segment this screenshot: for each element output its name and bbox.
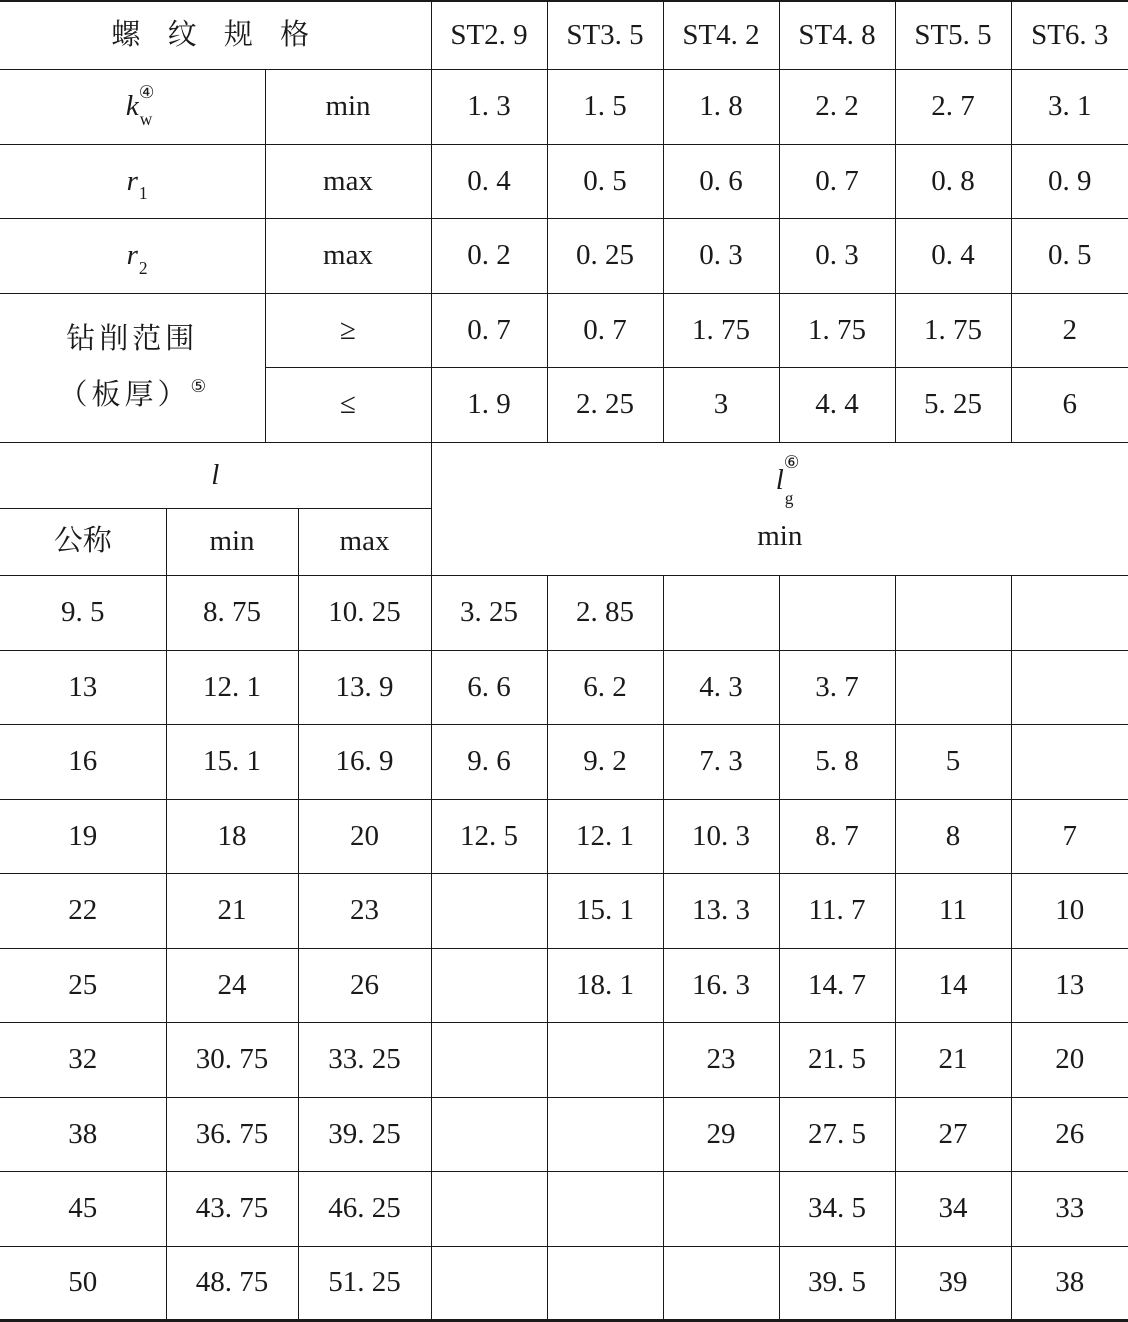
drill-value: 1. 9 bbox=[431, 367, 547, 442]
drill-range-label: 钻削范围 （板厚）⑤ bbox=[0, 293, 265, 442]
param-value: 0. 9 bbox=[1011, 144, 1128, 218]
param-symbol bbox=[0, 69, 265, 144]
param-row-r2 bbox=[0, 218, 1128, 293]
param-value: 3. 1 bbox=[1011, 69, 1128, 144]
lg-cell: 27. 5 bbox=[779, 1097, 895, 1171]
max-cell: 16. 9 bbox=[298, 724, 431, 799]
nominal-cell: 32 bbox=[0, 1022, 166, 1097]
lg-cell bbox=[1011, 724, 1128, 799]
drill-value: 3 bbox=[663, 367, 779, 442]
lg-cell: 34. 5 bbox=[779, 1171, 895, 1246]
param-symbol bbox=[0, 144, 265, 218]
param-value: 0. 6 bbox=[663, 144, 779, 218]
param-value: 0. 2 bbox=[431, 218, 547, 293]
param-limit: min bbox=[265, 69, 431, 144]
drill-row-min bbox=[0, 293, 1128, 367]
min-cell: 21 bbox=[166, 873, 298, 948]
lg-cell: 13. 3 bbox=[663, 873, 779, 948]
lg-cell: 39. 5 bbox=[779, 1246, 895, 1320]
table-row bbox=[0, 799, 1128, 873]
drill-value: 6 bbox=[1011, 367, 1128, 442]
lg-cell: 9. 6 bbox=[431, 724, 547, 799]
min-cell: 8. 75 bbox=[166, 575, 298, 650]
param-value: 0. 4 bbox=[431, 144, 547, 218]
nominal-cell: 16 bbox=[0, 724, 166, 799]
param-limit: max bbox=[265, 144, 431, 218]
lg-cell bbox=[547, 1171, 663, 1246]
lg-cell: 23 bbox=[663, 1022, 779, 1097]
lg-cell: 5 bbox=[895, 724, 1011, 799]
drill-value: 1. 75 bbox=[895, 293, 1011, 367]
drill-value: 2 bbox=[1011, 293, 1128, 367]
min-cell: 12. 1 bbox=[166, 650, 298, 724]
lg-cell bbox=[779, 575, 895, 650]
lg-cell: 34 bbox=[895, 1171, 1011, 1246]
thread-size-label: 螺 纹 规 格 bbox=[0, 1, 431, 69]
nominal-cell: 25 bbox=[0, 948, 166, 1022]
table-row bbox=[0, 1022, 1128, 1097]
drill-op: ≥ bbox=[265, 293, 431, 367]
param-value: 0. 5 bbox=[1011, 218, 1128, 293]
lg-cell: 9. 2 bbox=[547, 724, 663, 799]
lg-cell bbox=[431, 873, 547, 948]
drill-value: 0. 7 bbox=[547, 293, 663, 367]
max-cell: 20 bbox=[298, 799, 431, 873]
nominal-cell: 9. 5 bbox=[0, 575, 166, 650]
param-value: 0. 8 bbox=[895, 144, 1011, 218]
lg-cell: 14 bbox=[895, 948, 1011, 1022]
param-value: 2. 7 bbox=[895, 69, 1011, 144]
param-value: 0. 4 bbox=[895, 218, 1011, 293]
lg-cell: 8 bbox=[895, 799, 1011, 873]
param-limit: max bbox=[265, 218, 431, 293]
nominal-cell: 38 bbox=[0, 1097, 166, 1171]
lg-cell: 8. 7 bbox=[779, 799, 895, 873]
lg-cell: 7. 3 bbox=[663, 724, 779, 799]
lg-cell: 26 bbox=[1011, 1097, 1128, 1171]
lg-cell bbox=[895, 575, 1011, 650]
nominal-cell: 45 bbox=[0, 1171, 166, 1246]
lg-cell: 4. 3 bbox=[663, 650, 779, 724]
nominal-cell: 50 bbox=[0, 1246, 166, 1320]
min-cell: 18 bbox=[166, 799, 298, 873]
lg-cell bbox=[431, 1022, 547, 1097]
max-cell: 51. 25 bbox=[298, 1246, 431, 1320]
drill-value: 2. 25 bbox=[547, 367, 663, 442]
r2-symbol: r 2 bbox=[126, 239, 148, 278]
lg-cell bbox=[663, 1171, 779, 1246]
nominal-cell: 13 bbox=[0, 650, 166, 724]
lg-cell: 7 bbox=[1011, 799, 1128, 873]
lg-cell bbox=[431, 1097, 547, 1171]
param-symbol bbox=[0, 218, 265, 293]
lg-cell bbox=[431, 948, 547, 1022]
lg-cell bbox=[547, 1022, 663, 1097]
param-row-kw bbox=[0, 69, 1128, 144]
kw-symbol: k ④ w bbox=[125, 82, 155, 129]
lg-symbol: l ⑥ g bbox=[775, 451, 800, 508]
size-header: ST5. 5 bbox=[895, 1, 1011, 69]
table-row bbox=[0, 948, 1128, 1022]
nominal-cell: 19 bbox=[0, 799, 166, 873]
lg-cell: 13 bbox=[1011, 948, 1128, 1022]
r1-symbol: r 1 bbox=[126, 164, 148, 204]
lg-cell: 38 bbox=[1011, 1246, 1128, 1320]
param-row-r1 bbox=[0, 144, 1128, 218]
table-row bbox=[0, 1171, 1128, 1246]
size-header: ST3. 5 bbox=[547, 1, 663, 69]
lg-cell: 11 bbox=[895, 873, 1011, 948]
min-cell: 36. 75 bbox=[166, 1097, 298, 1171]
max-cell: 23 bbox=[298, 873, 431, 948]
drill-value: 0. 7 bbox=[431, 293, 547, 367]
lg-cell: 6. 2 bbox=[547, 650, 663, 724]
lg-cell: 27 bbox=[895, 1097, 1011, 1171]
drill-value: 4. 4 bbox=[779, 367, 895, 442]
table-row bbox=[0, 1246, 1128, 1320]
lg-cell: 12. 5 bbox=[431, 799, 547, 873]
lg-cell: 6. 6 bbox=[431, 650, 547, 724]
lg-cell bbox=[663, 575, 779, 650]
lg-cell bbox=[547, 1246, 663, 1320]
drill-value: 5. 25 bbox=[895, 367, 1011, 442]
lg-limit: min bbox=[757, 519, 803, 552]
param-value: 0. 3 bbox=[779, 218, 895, 293]
min-cell: 30. 75 bbox=[166, 1022, 298, 1097]
table-row bbox=[0, 724, 1128, 799]
lg-cell bbox=[663, 1246, 779, 1320]
lg-cell: 10. 3 bbox=[663, 799, 779, 873]
table-row bbox=[0, 650, 1128, 724]
lg-cell bbox=[547, 1097, 663, 1171]
min-cell: 48. 75 bbox=[166, 1246, 298, 1320]
param-value: 0. 25 bbox=[547, 218, 663, 293]
lg-cell: 2. 85 bbox=[547, 575, 663, 650]
param-value: 1. 5 bbox=[547, 69, 663, 144]
nominal-cell: 22 bbox=[0, 873, 166, 948]
lg-cell: 3. 25 bbox=[431, 575, 547, 650]
table-row bbox=[0, 1097, 1128, 1171]
lg-cell: 21. 5 bbox=[779, 1022, 895, 1097]
lg-cell: 10 bbox=[1011, 873, 1128, 948]
table-row bbox=[0, 575, 1128, 650]
size-header: ST4. 2 bbox=[663, 1, 779, 69]
param-value: 1. 8 bbox=[663, 69, 779, 144]
lg-cell: 20 bbox=[1011, 1022, 1128, 1097]
lg-cell: 33 bbox=[1011, 1171, 1128, 1246]
l-header: l bbox=[0, 442, 431, 508]
lg-cell: 16. 3 bbox=[663, 948, 779, 1022]
max-cell: 33. 25 bbox=[298, 1022, 431, 1097]
max-cell: 13. 9 bbox=[298, 650, 431, 724]
lg-cell: 15. 1 bbox=[547, 873, 663, 948]
lg-cell: 18. 1 bbox=[547, 948, 663, 1022]
lg-cell bbox=[431, 1246, 547, 1320]
lg-cell: 5. 8 bbox=[779, 724, 895, 799]
max-cell: 10. 25 bbox=[298, 575, 431, 650]
lg-cell: 12. 1 bbox=[547, 799, 663, 873]
min-cell: 24 bbox=[166, 948, 298, 1022]
max-cell: 46. 25 bbox=[298, 1171, 431, 1246]
size-header: ST6. 3 bbox=[1011, 1, 1128, 69]
param-value: 0. 3 bbox=[663, 218, 779, 293]
lg-cell: 29 bbox=[663, 1097, 779, 1171]
param-value: 2. 2 bbox=[779, 69, 895, 144]
thread-size-row bbox=[0, 1, 1128, 69]
min-cell: 15. 1 bbox=[166, 724, 298, 799]
lg-cell bbox=[1011, 650, 1128, 724]
size-header: ST2. 9 bbox=[431, 1, 547, 69]
min-cell: 43. 75 bbox=[166, 1171, 298, 1246]
max-header: max bbox=[298, 508, 431, 575]
length-header-row bbox=[0, 442, 1128, 508]
lg-header bbox=[431, 442, 1128, 575]
lg-cell: 21 bbox=[895, 1022, 1011, 1097]
param-value: 1. 3 bbox=[431, 69, 547, 144]
param-value: 0. 7 bbox=[779, 144, 895, 218]
lg-cell bbox=[1011, 575, 1128, 650]
drill-value: 1. 75 bbox=[779, 293, 895, 367]
table-row bbox=[0, 873, 1128, 948]
min-header: min bbox=[166, 508, 298, 575]
param-value: 0. 5 bbox=[547, 144, 663, 218]
lg-cell: 14. 7 bbox=[779, 948, 895, 1022]
size-header: ST4. 8 bbox=[779, 1, 895, 69]
nominal-header: 公称 bbox=[0, 508, 166, 575]
lg-cell: 39 bbox=[895, 1246, 1011, 1320]
lg-cell bbox=[895, 650, 1011, 724]
drill-value: 1. 75 bbox=[663, 293, 779, 367]
lg-cell bbox=[431, 1171, 547, 1246]
lg-cell: 3. 7 bbox=[779, 650, 895, 724]
drill-op: ≤ bbox=[265, 367, 431, 442]
max-cell: 26 bbox=[298, 948, 431, 1022]
max-cell: 39. 25 bbox=[298, 1097, 431, 1171]
lg-cell: 11. 7 bbox=[779, 873, 895, 948]
